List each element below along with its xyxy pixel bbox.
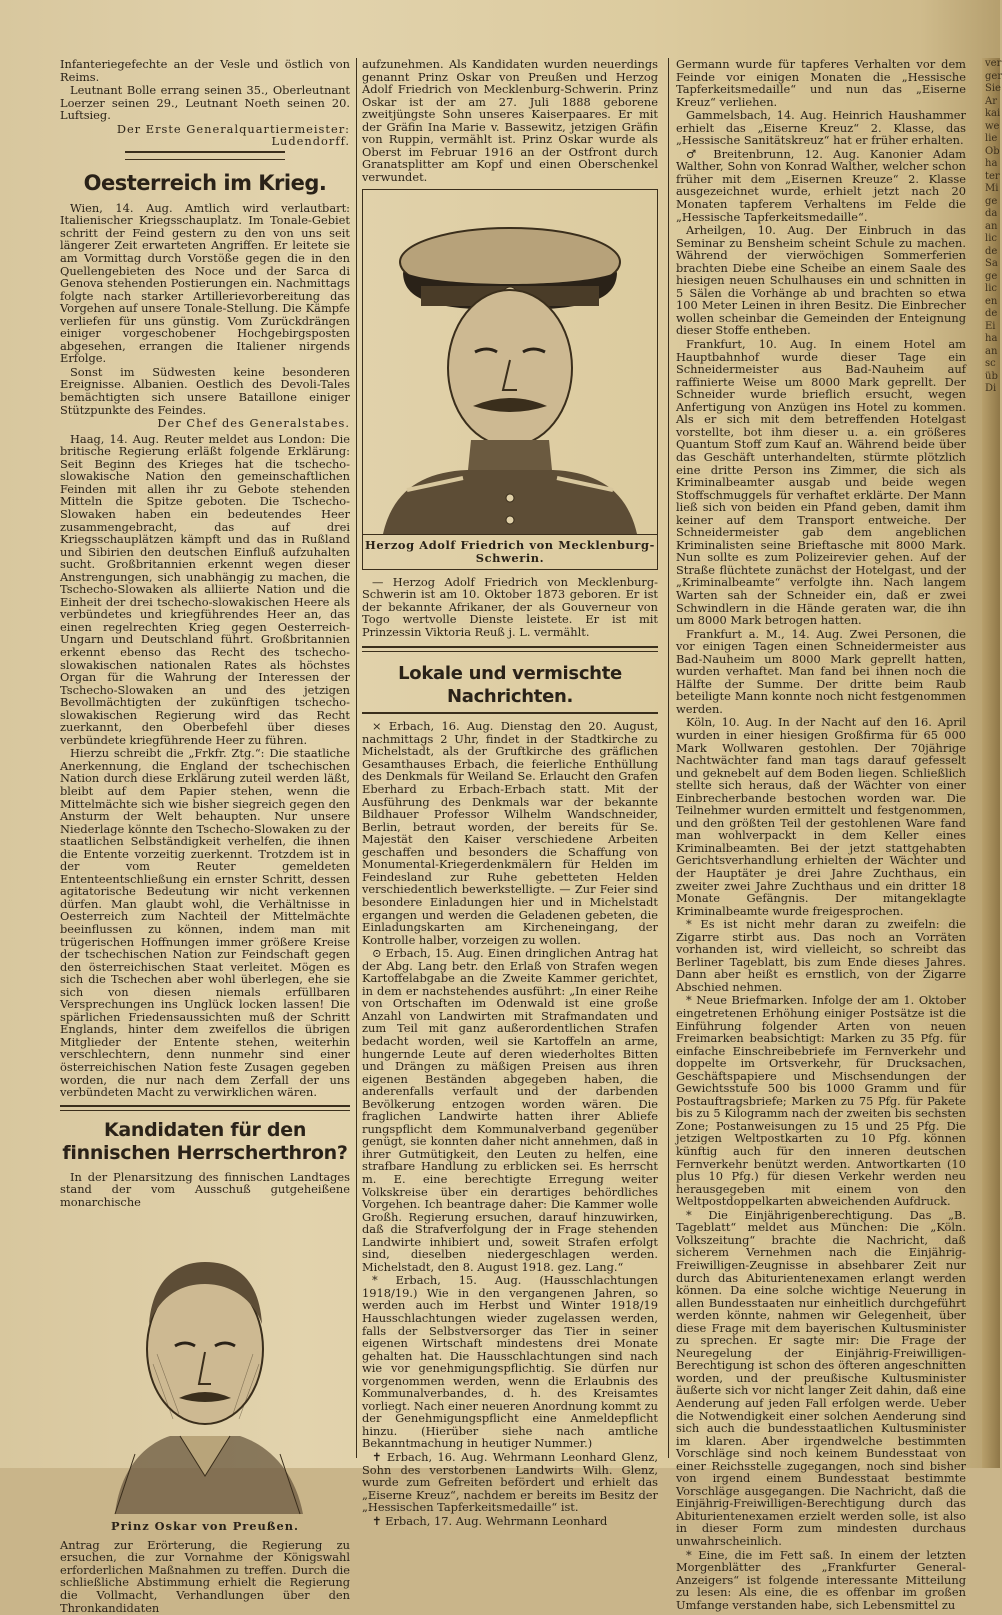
column-1 bbox=[60, 58, 350, 1615]
edge-fragments: ver ger Sie Ar kai we lie Ob ha ter Mi ge da an lic de Sa ge lic en de Ei ha an sc üb Di bbox=[985, 58, 1002, 394]
divider bbox=[60, 1105, 350, 1111]
article-text: Gammelsbach, 14. Aug. Heinrich Haushammer erhielt das „Eiserne Kreuz“ 2. Klasse, das „Hessische Sanitätskreuz“ hat er früher erhalten. bbox=[676, 108, 966, 148]
column-rule bbox=[668, 58, 669, 1458]
article-text: In der Plenarsitzung des finnischen Landtages stand der vom Ausschuß gutgeheißene monarchische bbox=[60, 1169, 350, 1209]
headline-ornament bbox=[125, 151, 285, 160]
article-text: * Erbach, 15. Aug. (Hausschlachtungen 1918/19.) Wie in den vergangenen Jahren, so werden auch im Herbst und Winter 1918/19 Hausschlachtungen wieder zugelassen werden, falls der Selbstversorger das Tier in seiner eigenen Wirtschaft mindestens drei Monate gehalten hat. Die Hausschlachtungen sind nach wie vor genehmigungspflichtig. Sie dürfen nur vorgenommen werden, wenn die Erlaubnis des Kommunalverbandes, d. h. des Kreisamtes vorliegt. Nach einer neueren Anordnung kommt zu der Genehmigungspflicht eine Anmeldepflicht hinzu. (Hierüber siehe nach amtliche Bekanntmachung in heutiger Nummer.) bbox=[362, 1273, 658, 1451]
column-rule bbox=[356, 58, 357, 1458]
article-text: Sonst im Südwesten keine besonderen Ereignisse. Albanien. Oestlich des Devoli-Tales bemächtigten sich unsere Bataillone einiger Stützpunkte des Feindes. bbox=[60, 364, 350, 417]
article-text: aufzunehmen. Als Kandidaten wurden neuerdings genannt Prinz Oskar von Preußen und Herzog Adolf Friedrich von Mecklenburg-Schwerin. Prinz Oskar ist der am 27. Juli 1888 geborene zweitjüngste Sohn unseres Kaiserpaares. Er mit der Gräfin Ina Marie v. Bassewitz, jetzigen Gräfin von Ruppin, vermählt ist. Prinz Oskar wurde als Oberst im Februar 1916 an der Ostfront durch Granatsplitter am Kopf und einen Oberschenkel verwundet. bbox=[362, 57, 658, 184]
article-text: Antrag zur Erörterung, die Regierung zu ersuchen, die zur Vornahme der Königswahl erforderlichen Maßnahmen zu treffen. Durch die schließliche Abstimmung erhielt die Regierung die Vollmacht, Verhandlungen über den Thronkandidaten bbox=[60, 1537, 350, 1615]
article-text: Frankfurt a. M., 14. Aug. Zwei Personen, die vor einigen Tagen einen Schneidermeister aus Bad-Nauheim um 8000 Mark geprellt hatten, wurden verhaftet. Man fand bei ihnen noch die Hälfte der Summe. Der dritte beim Raub beteiligte Mann konnte noch nicht festgenommen werden. bbox=[676, 626, 966, 716]
section-headline: Lokale und vermischte Nachrichten. bbox=[362, 662, 658, 714]
article-text: Frankfurt, 10. Aug. In einem Hotel am Hauptbahnhof wurde dieser Tage ein Schneidermeister aus Bad-Nauheim auf raffinierte Weise um 8000 Mark geprellt. Der Schneider wurde brieflich ersucht, wegen Anfertigung von Anzügen ins Hotel zu kommen. Als er sich mit dem betreffenden Hotelgast vorstellte, bot ihm dieser u. a. ein größeres Quantum Stoff zum Kauf an. Während beide über das Geschäft unterhandelten, stürmte plötzlich eine dritte Person ins Zimmer, die sich als Kriminalbeamter ausgab und beide wegen Stoffschmuggels für verhaftet erklärte. Der Mann ließ sich von beiden ein Pfand geben, damit ihm keiner auf dem Transport entweiche. Der Schneidermeister gab dem angeblichen Kriminalisten seine Brieftasche mit 8000 Mark. Nun sollte es zum Polizeirevier gehen. Auf der Straße flüchtete zunächst der Hotelgast, und der „Kriminalbeamte“ verfolgte ihn. Nach langem Warten sah der Schneider ein, daß er zwei Schwindlern in die Hände geraten war, die ihn um 8000 Mark betrogen hatten. bbox=[676, 337, 966, 628]
article-headline: Kandidaten für den finnischen Herrscherthron? bbox=[62, 1118, 348, 1164]
article-text: Haag, 14. Aug. Reuter meldet aus London: Die britische Regierung erläßt folgende Erklärung: Seit Beginn des Krieges hat die tschecho-slowakische Nation den gemeinschaftlichen Feinden mit allen ihr zu Gebote stehenden Mitteln die Spitze geboten. Die Tschecho-Slowaken haben ein bedeutendes Heer zusammengebracht, das auf drei Kriegsschauplätzen kämpft und das in Rußland und Sibirien den deutschen Einfluß aufzuhalten sucht. Großbritannien erkennt wegen dieser Anstrengungen, sich unabhängig zu machen, die Tschecho-Slowaken als alliierte Nation und die Einheit der drei tschecho-slowakischen Heere als verbündetes und kriegführendes Heer an, das einen regelrechten Krieg gegen Oesterreich-Ungarn und Deutschland führt. Großbritannien erkennt ebenso das Recht des tschecho-slowakischen nationalen Rates als höchstes Organ für die Wahrung der Interessen der Tschecho-Slowaken an und des jetzigen Bevollmächtigten der zukünftigen tschecho-slowakischen Regierung wird das Recht zuerkannt, den Oberbefehl über dieses verbündete kriegführende Heer zu führen. bbox=[60, 431, 350, 747]
article-text: Leutnant Bolle errang seinen 35., Oberleutnant Loerzer seinen 29., Leutnant Noeth seinen 20. Luftsieg. bbox=[60, 83, 350, 123]
article-text: Arheilgen, 10. Aug. Der Einbruch in das Seminar zu Bensheim scheint Schule zu machen. Während der vierwöchigen Sommerferien brachten Diebe eine Scheibe an einem Saale des hiesigen neuen Schulhauses ein und schnitten in 5 Sälen die Vorhänge ab und brachten so etwa 100 Meter Leinen in ihren Besitz. Die Einbrecher wollen scheinbar die Gemeinden der Enteignung dieser Stoffe entheben. bbox=[676, 223, 966, 338]
article-text: — Herzog Adolf Friedrich von Mecklenburg-Schwerin ist am 10. Oktober 1873 geboren. Er ist der bekannte Afrikaner, der als Gouverneur von Togo wertvolle Dienste leistete. Er ist mit Prinzessin Viktoria Reuß j. L. vermählt. bbox=[362, 574, 658, 639]
article-text: * Eine, die im Fett saß. In einem der letzten Morgenblätter des „Frankfurter General-Anzeigers“ ist folgende interessante Mitteilung zu lesen: Als eine, die es offenbar im großen Umfange verstanden habe, sich Lebensmittel zu bbox=[676, 1547, 966, 1612]
article-text: × Erbach, 16. Aug. Dienstag den 20. August, nachmittags 2 Uhr, findet in der Stadtkirche zu Michelstadt, als der Gruftkirche des gräflichen Gesamthauses Erbach, die feierliche Enthüllung des Denkmals für Weiland Se. Erlaucht den Grafen Eberhard zu Erbach-Erbach statt. Mit der Ausführung des Denkmals war der bekannte Bildhauer Professor Wilhelm Wandschneider, Berlin, betraut worden, der bereits für Se. Majestät den Kaiser verschiedene Arbeiten geschaffen und besonders die Schaffung von Monumental-Kriegerdenkmälern für Helden im Feindesland zur Ruhe gebetteten Helden verschiedentlich bewerkstelligte. — Zur Feier sind besondere Einladungen hier und in Michelstadt ergangen und werden die Geladenen gebeten, die Einladungskarten am Kircheneingang, der Kontrolle halber, vorzeigen zu wollen. bbox=[362, 719, 658, 947]
article-text: ✝ Erbach, 17. Aug. Wehrmann Leonhard bbox=[372, 1513, 608, 1528]
signature: Der Erste Generalquartiermeister: Ludendorff. bbox=[116, 121, 350, 149]
article-text: ♂ Breitenbrunn, 12. Aug. Kanonier Adam Walther, Sohn von Konrad Walther, welcher schon früher mit dem „Eisernen Kreuze“ 2. Klasse ausgezeichnet wurde, erhielt jetzt nach 20 Monaten tapferem Verhaltens im Felde die „Hessische Tapferkeitsmedaille“. bbox=[676, 146, 966, 224]
portrait-caption: Prinz Oskar von Preußen. bbox=[111, 1519, 299, 1534]
signature: Der Chef des Generalstabes. bbox=[157, 416, 350, 431]
article-text: * Die Einjährigenberechtigung. Das „B. Tageblatt“ meldet aus München: Die „Köln. Volkszeitung“ brachte die Nachricht, daß sicherem Vernehmen nach die Einjährig-Freiwilligen-Zeugnisse in absehbarer Zeit nur durch das Abiturientenexamen erlangt werden können. Da eine solche wichtige Neuerung in allen Bundesstaaten nur einheitlich durchgeführt werden könnte, nahmen wir Gelegenheit, über diese Frage mit dem bayerischen Kultusminister zu sprechen. Er sagte mir: Die Frage der Neuregelung der Einjährig-Freiwilligen-Berechtigung ist schon des öfteren angeschnitten worden, und der preußische Kultusminister äußerte sich vor nicht langer Zeit dahin, daß eine Aenderung auf jeden Fall erfolgen werde. Ueber die Notwendigkeit einer solchen Aenderung sind sich auch die bundesstaatlichen Kultusminister im klaren. Aber irgendwelche bestimmten Vorschläge sind noch keinem Bundesstaat von einer Reichsstelle zugegangen, noch sind bisher von irgend einem Bundesstaat bestimmte Vorschläge ausgegangen. Die Nachricht, daß die Einjährig-Freiwilligen-Berechtigung durch das Abiturientenexamen erzielt werden solle, ist also in dieser Form zum mindesten durchaus unwahrscheinlich. bbox=[676, 1207, 966, 1548]
article-text: Germann wurde für tapferes Verhalten vor dem Feinde vor einigen Monaten die „Hessische Tapferkeitsmedaille“ und nun das „Eiserne Kreuz“ verliehen. bbox=[676, 57, 966, 109]
portrait-herzog-adolf-friedrich bbox=[363, 190, 657, 534]
divider bbox=[362, 646, 658, 652]
section-headline: Oesterreich im Krieg. bbox=[83, 170, 327, 195]
article-text: Infanteriegefechte an der Vesle und östlich von Reims. bbox=[60, 57, 350, 84]
article-text: ⊙ Erbach, 15. Aug. Einen dringlichen Antrag hat der Abg. Lang betr. den Erlaß von Strafen wegen Kartoffelabgabe an die Zweite Kammer gerichtet, in dem er nachstehendes ausführt: „In einer Reihe von Ortschaften im Odenwald ist eine große Anzahl von Landwirten mit Strafmandaten und zum Teil mit ganz außerordentlichen Strafen bedacht worden, weil sie Kartoffeln an arme, hungernde Leute auf deren wiederholtes Bitten und Drängen zu mäßigen Preisen aus ihren eigenen Beständen abgegeben haben, die anderenfalls verfault und der darbenden Bevölkerung entzogen worden wären. Die fraglichen Landwirte hatten ihrer Abliefe rungspflicht dem Kommunalverband gegenüber genügt, sie konnten daher nicht annehmen, daß in ihrer Gutmütigkeit, den Leuten zu helfen, eine strafbare Handlung zu erblicken sei. Es herrscht m. E. eine berechtigte Erregung weiter Volkskreise über ein derartiges behördliches Vorgehen. Ich beantrage daher: Die Kammer wolle Großh. Regierung ersuchen, darauf hinzuwirken, daß die Strafverfolgung der in Frage stehenden Landwirte inhibiert und, soweit Strafen erfolgt sind, dieselben niedergeschlagen werden. Michelstadt, den 8. August 1918. gez. Lang.“ bbox=[362, 946, 658, 1274]
article-text: * Neue Briefmarken. Infolge der am 1. Oktober eingetretenen Erhöhung einiger Postsätze ist die Einführung folgender Arten von neuen Freimarken beabsichtigt: Marken zu 35 Pfg. für einfache Einschreibebriefe im Fernverkehr und doppelte im Ortsverkehr, für Drucksachen, Geschäftspapiere und Mischsendungen der Gewichtsstufe 500 bis 1000 Gramm und für Postauftragsbriefe; Marken zu 75 Pfg. für Pakete bis zu 5 Kilogramm nach der zweiten bis sechsten Zone; Postanweisungen zu 15 und 25 Pfg. Die jetzigen Weltpostkarten zu 10 Pfg. können künftig auch für den inneren deutschen Fernverkehr benützt werden. Antwortkarten (10 plus 10 Pfg.) für diesen Verkehr werden neu herausgegeben mit einem von den Weltpostdoppelkarten abweichenden Aufdruck. bbox=[676, 993, 966, 1209]
article-text: Hierzu schreibt die „Frkfr. Ztg.“: Die staatliche Anerkennung, die England der tschechischen Nation durch diese Erklärung zuteil werden läßt, bleibt auf dem Papier stehen, wenn die Mittelmächte sich wie bisher siegreich gegen den Ansturm der Welt behaupten. Nur unsere Niederlage könnte den Tschecho-Slowaken zu der staatlichen Selbständigkeit verhelfen, die ihnen die Entente vorzeitig zuerkennt. Trotzdem ist in der vom Reuter gemeldeten Ententeentschließung ein ernster Schritt, dessen agitatorische Bedeutung wir nicht verkennen dürfen. Man glaubt wohl, die Verhältnisse in Oesterreich zum Nachteil der Mittelmächte beeinflussen zu können, indem man mit trügerischen Hoffnungen immer größere Kreise der tschechischen Nation zur Feindschaft gegen den österreichischen Staat verleitet. Mögen es sich die Tschechen aber wohl überlegen, ehe sie sich von diesen niemals erfüllbaren Versprechungen ins Unglück locken lassen! Die spärlichen Friedensaussichten muß der Schritt Englands, hinter dem zweifellos die übrigen Mitglieder der Entente stehen, weiterhin verschlechtern, denn nunmehr sind einer österreichischen Nation feste Zusagen gegeben worden, die nur nach dem Zerfall der uns verbündeten Macht zu verwirklichen wären. bbox=[60, 746, 350, 1100]
article-text: * Es ist nicht mehr daran zu zweifeln: die Zigarre stirbt aus. Das noch an Vorräten vorhanden ist, wird vielleicht, so schreibt das Berliner Tageblatt, bis zum Ende dieses Jahres. Dann aber heißt es ernstlich, von der Zigarre Abschied nehmen. bbox=[676, 917, 966, 994]
portrait-prinz-oskar bbox=[75, 1214, 335, 1514]
portrait-frame bbox=[362, 189, 658, 535]
adjacent-page-edge bbox=[982, 58, 1000, 1468]
article-text: Wien, 14. Aug. Amtlich wird verlautbart: Italienischer Kriegsschauplatz. Im Tonale-Gebiet schritt der Feind gestern zu den von uns seit längerer Zeit erwarteten Angriffen. Er leitete sie am Vormittag durch Vorstöße gegen die in den Quellengebieten des Noce und der Sarca di Genova stehenden Postierungen ein. Nachmittags folgte nach starker Artillerievorbereitung das Vorgehen auf unsere Tonale-Stellung. Die Kämpfe verliefen für uns günstig. Vom Zurückdrängen einiger vorgeschobener Hochgebirgsposten abgesehen, errangen die Italiener nirgends Erfolge. bbox=[60, 200, 350, 366]
column-2 bbox=[362, 58, 658, 1528]
article-text: Köln, 10. Aug. In der Nacht auf den 16. April wurden in einer hiesigen Großfirma für 65 000 Mark Wollwaren gestohlen. Der 70jährige Nachtwächter fand man tags darauf gefesselt und geknebelt auf dem Boden liegen. Schließlich stellte sich heraus, daß der Wächter von einer Einbrecherbande bestochen worden war. Die Teilnehmer wurden ermittelt und festgenommen, und den größten Teil der gestohlenen Ware fand man wohlverpackt in dem Keller eines Kriminalbeamten. Bei der jetzt stattgehabten Gerichtsverhandlung erhielten der Wächter und der Hauptäter je drei Jahre Zuchthaus, ein zweiter zwei Jahre Zuchthaus und ein dritter 18 Monate Gefängnis. Der mitangeklagte Kriminalbeamte wurde freigesprochen. bbox=[676, 715, 966, 918]
column-3 bbox=[676, 58, 966, 1612]
article-text: ✝ Erbach, 16. Aug. Wehrmann Leonhard Glenz, Sohn des verstorbenen Landwirts Wilh. Glenz, wurde zum Gefreiten befördert und erhielt das „Eiserne Kreuz“, nachdem er bereits im Besitz der „Hessischen Tapferkeitsmedaille“ ist. bbox=[362, 1450, 658, 1515]
portrait-caption: Herzog Adolf Friedrich von Mecklenburg-Schwerin. bbox=[362, 535, 658, 569]
